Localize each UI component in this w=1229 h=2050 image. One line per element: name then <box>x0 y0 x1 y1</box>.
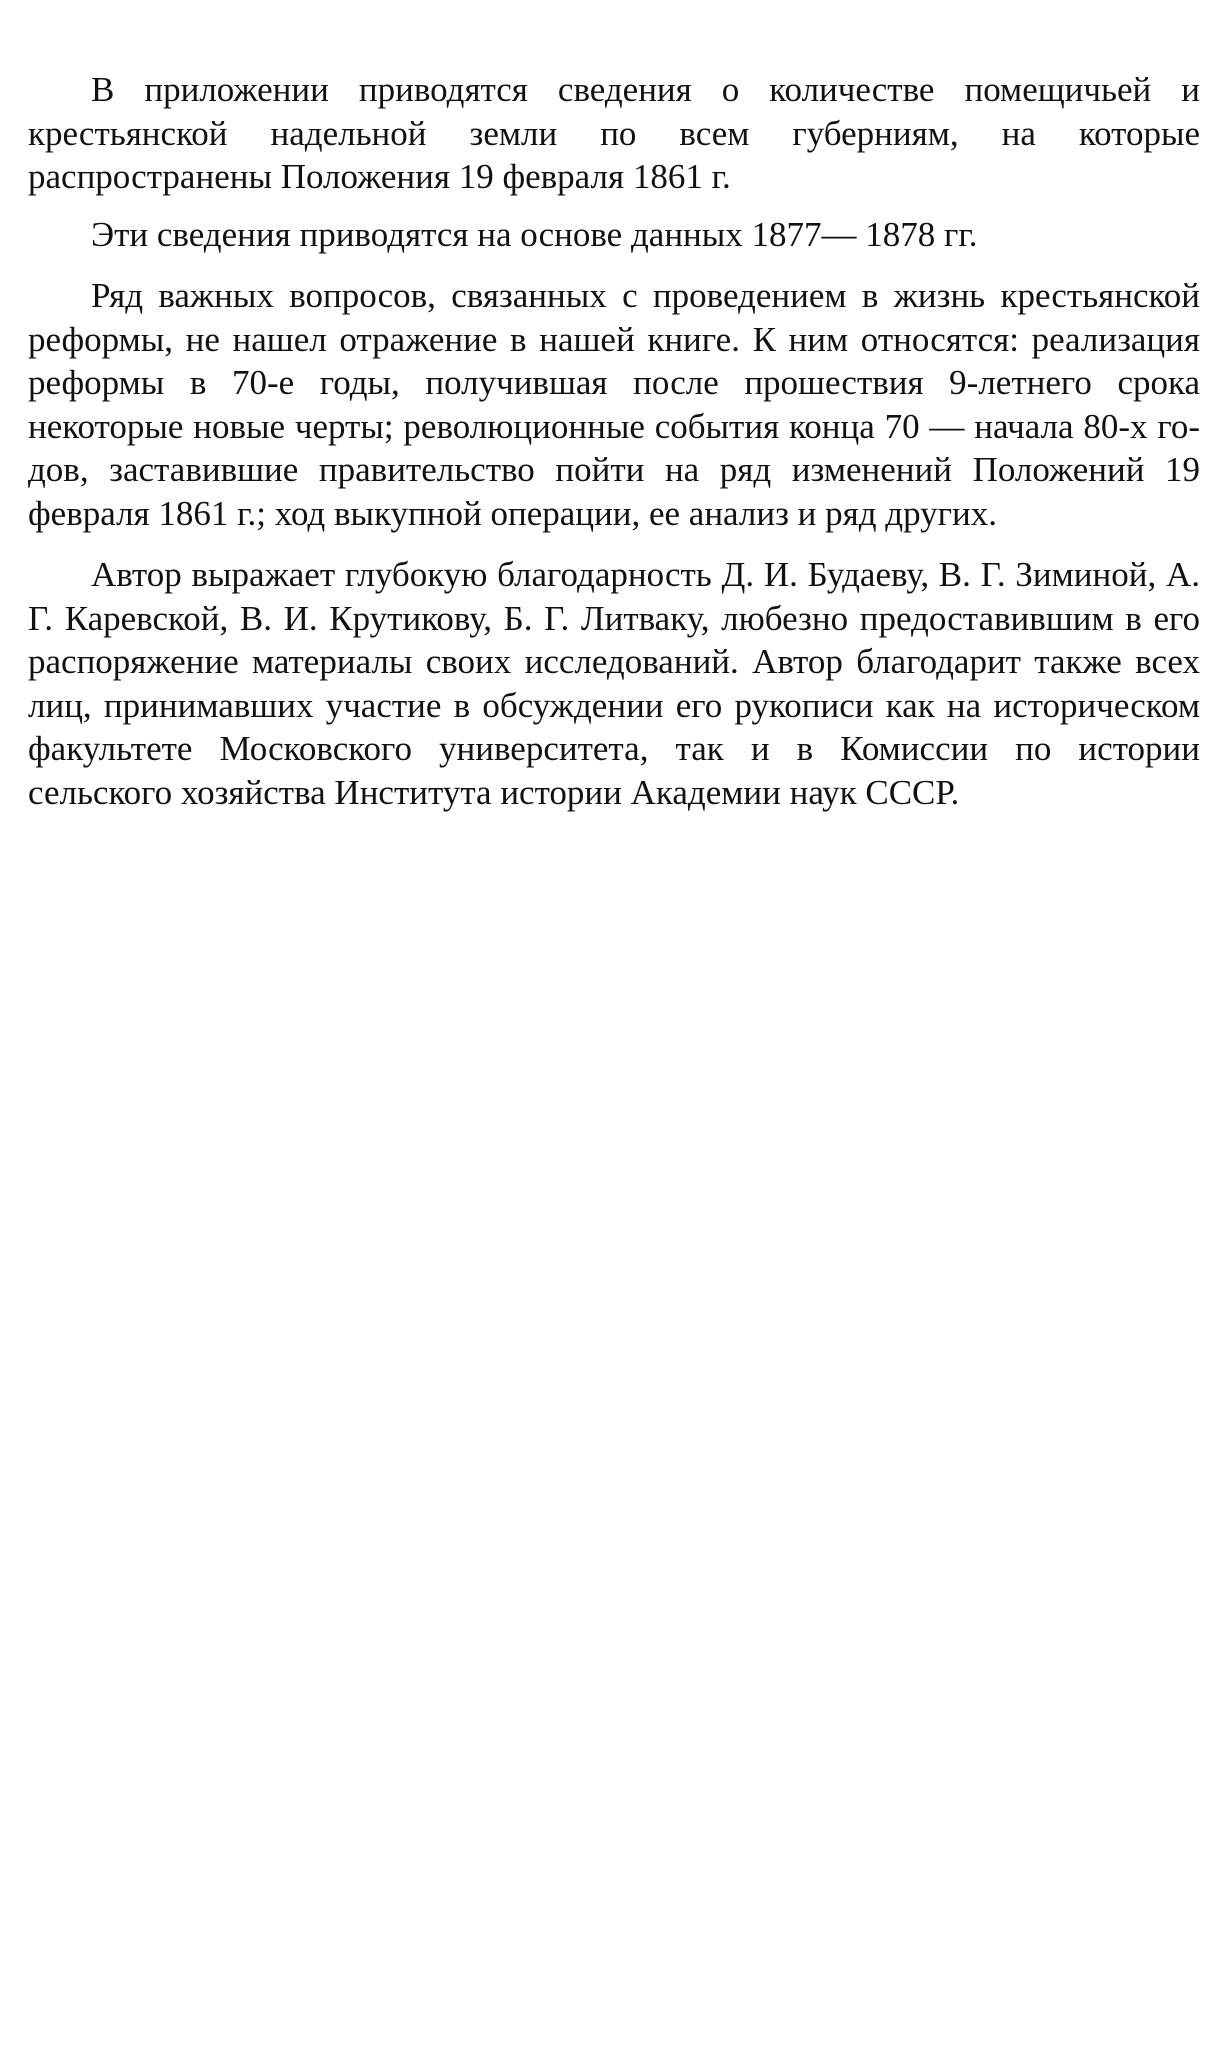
paragraph-data-source: Эти сведения приводятся на основе данных 1877— 1878 гг. <box>91 214 978 254</box>
paragraph-omitted-questions: Ряд важных вопросов, связанных с проведением в жизнь крестьянской реформы, не нашел отражение в нашей книге. К ним относятся: реализация реформы в 70-е годы, получившая после прошествия 9-летнего срока некоторые новые черты; революционные события конца 70 — начала 80-х годов, заставившие правительство пойти на ряд изменений Положений 19 февраля 1861 г.; ход выкупной операции, ее анализ и ряд других. <box>28 276 1200 533</box>
paragraph-appendix-intro: В приложении приводятся сведения о количестве помещичьей и крестьянской надельной земли по всем губерниям, на которые распространены Положения 19 февраля 1861 г. <box>28 70 1200 196</box>
paragraph-acknowledgements: Автор выражает глубокую благодарность Д. И. Будаеву, В. Г. Зиминой, А. Г. Каревской, В. И. Крутикову, Б. Г. Литваку, любезно предоставившим в его распоряжение материалы своих исследований. Автор благодарит также всех лиц, принимавших участие в обсуждении его рукописи как на историческом факультете Московского университета, так и в Комиссии по истории сельского хозяйства Института истории Академии наук СССР. <box>28 555 1200 812</box>
document-page <box>28 68 1200 832</box>
